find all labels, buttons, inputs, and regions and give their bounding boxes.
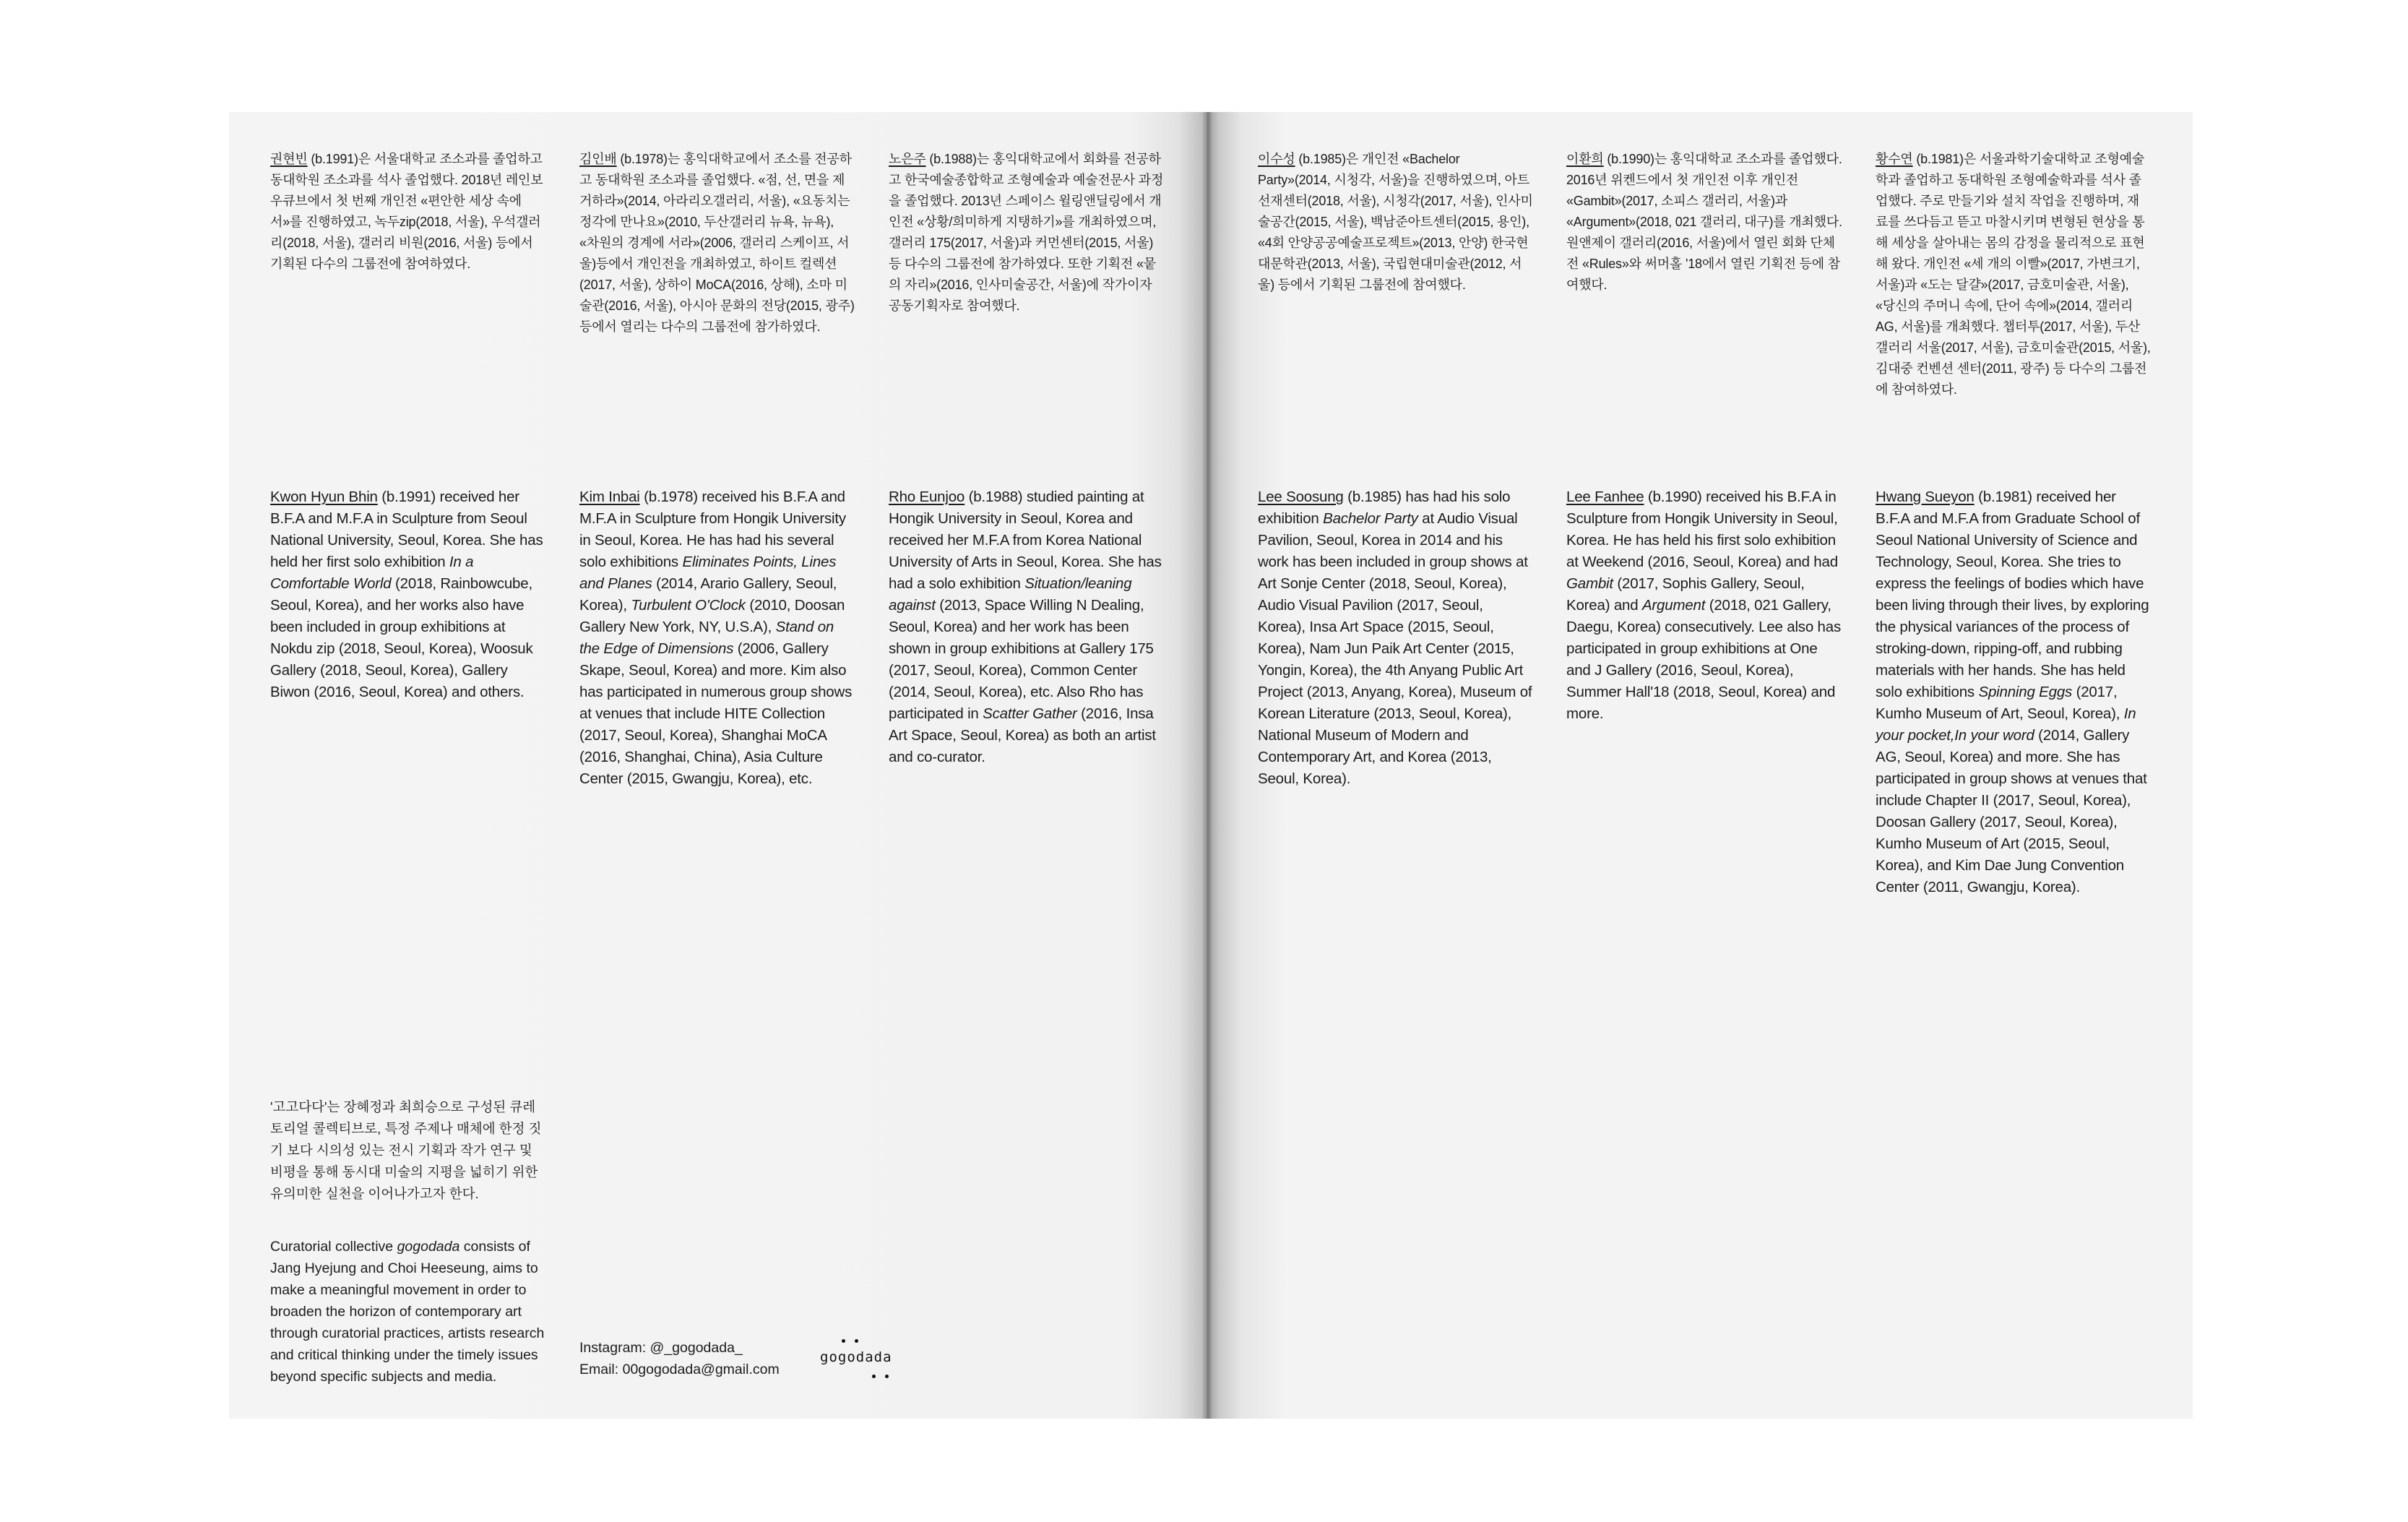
artist-name: Lee Soosung bbox=[1258, 489, 1344, 505]
italic-title: Argument bbox=[1641, 597, 1706, 614]
text-run: Curatorial collective bbox=[270, 1239, 397, 1255]
italic-title: Stand on the Edge of Dimensions bbox=[579, 619, 834, 657]
text-run: (2006, Gallery Skape, Seoul, Korea) and more. Kim also has participated in numerous group shows at venues that include HITE Collection (2017, Seoul, Korea), Shanghai MoCA (2016, Shanghai, China), Asia Culture Center (2015, Gwangju, Korea), etc. bbox=[579, 640, 853, 787]
artist-name: 노은주 bbox=[889, 152, 926, 166]
text-run: (b.1978) received his B.F.A and M.F.A in Sculpture from Hongik University in Seoul, Korea. He has had his several solo exhibitions bbox=[579, 489, 846, 570]
bio-ko-kwon bbox=[270, 149, 546, 275]
italic-title: Gambit bbox=[1566, 575, 1613, 592]
bio-ko-kim bbox=[579, 149, 855, 337]
gutter-shadow bbox=[1201, 112, 1212, 1419]
bio-text bbox=[579, 489, 852, 787]
instagram-handle[interactable]: Instagram: @_gogodada_ bbox=[579, 1340, 743, 1356]
bio-en-hwang bbox=[1876, 486, 2152, 898]
italic-title: gogodada bbox=[397, 1239, 460, 1255]
italic-title: In a Comfortable World bbox=[270, 554, 474, 592]
bio-text bbox=[270, 489, 543, 700]
bio-en-lee-fanhee bbox=[1566, 486, 1842, 725]
text-run: (2016, Insa Art Space, Seoul, Korea) as both an artist and co-curator. bbox=[889, 705, 1156, 765]
text-run: (b.1991) received her B.F.A and M.F.A in Sculpture from Seoul National University, Seoul, Korea. She has held her first solo exhibition bbox=[270, 489, 543, 570]
text-run: consists of Jang Hyejung and Choi Heeseung, aims to make a meaningful movement in order to broaden the horizon of contemporary art through curatorial practices, artists research and critical thinking under the timely issues beyond specific subjects and media. bbox=[270, 1239, 545, 1385]
about-collective-ko: '고고다다'는 장혜정과 최희승으로 구성된 큐레토리얼 콜렉티브로, 특정 주제나 매체에 한정 짓기 보다 시의성 있는 전시 기획과 작가 연구 및 비평을 통해 동시대 미술의 지평을 넓히기 위한 유의미한 실천을 이어나가고자 한다. bbox=[270, 1099, 542, 1201]
email-address[interactable]: Email: 00gogodada@gmail.com bbox=[579, 1362, 780, 1377]
italic-title: Situation/leaning against bbox=[889, 575, 1132, 614]
text-run: (b.1985) has had his solo exhibition bbox=[1258, 489, 1511, 527]
bio-en-rho bbox=[889, 486, 1165, 768]
bio-text: (b.1991)은 서울대학교 조소과를 졸업하고 동대학원 조소과를 석사 졸업했다. 2018년 레인보우큐브에서 첫 번째 개인전 «편안한 세상 속에서»를 진행하였고, 녹두zip(2018, 서울), 우석갤러리(2018, 서울), 갤러리 비원(2016, 서울) 등에서 기획된 다수의 그룹전에 참여하였다. bbox=[270, 152, 543, 271]
italic-title: Turbulent O'Clock bbox=[631, 597, 746, 614]
bio-text: (b.1985)은 개인전 «Bachelor Party»(2014, 시청각, 서울)을 진행하였으며, 아트선재센터(2018, 서울), 시청각(2017, 서울), 인사미술공간(2015, 서울), 백남준아트센터(2015, 용인), «4회 안양공공예술프로젝트»(2013, 안양) 한국현대문학관(2013, 서울), 국립현대미술관(2012, 서울) 등에서 기획된 그룹전에 참여했다. bbox=[1258, 152, 1533, 292]
text-run: (2010, Doosan Gallery New York, NY, U.S.A), bbox=[579, 597, 845, 635]
italic-title: Eliminates Points, Lines and Planes bbox=[579, 554, 837, 592]
artist-name: 이환희 bbox=[1566, 152, 1604, 166]
artist-name: Kwon Hyun Bhin bbox=[270, 489, 378, 505]
artist-name: Hwang Sueyon bbox=[1876, 489, 1975, 505]
contact-info bbox=[579, 1337, 796, 1380]
bio-ko-lee-soosung bbox=[1258, 149, 1534, 296]
bio-ko-rho bbox=[889, 149, 1165, 317]
text-run: (2017, Kumho Museum of Art, Seoul, Korea), bbox=[1876, 684, 2124, 722]
text-run: (b.1988) studied painting at Hongik University in Seoul, Korea and received her M.F.A from Korea National University of Arts in Seoul, Korea. She has had a solo exhibition bbox=[889, 489, 1162, 592]
artist-name: 권현빈 bbox=[270, 152, 308, 166]
logo-dot bbox=[872, 1375, 876, 1378]
artist-name: Rho Eunjoo bbox=[889, 489, 965, 505]
artist-name: 이수성 bbox=[1258, 152, 1295, 166]
text-run: (2018, 021 Gallery, Daegu, Korea) consecutively. Lee also has participated in group exhibitions at One and J Gallery (2016, Seoul, Korea), Summer Hall'18 (2018, Seoul, Korea) and more. bbox=[1566, 597, 1842, 722]
italic-title: Spinning Eggs bbox=[1978, 684, 2073, 700]
text-run: (b.1990) received his B.F.A in Sculpture from Hongik University in Seoul, Korea. He has held his first solo exhibition at Weekend (2016, Seoul, Korea) and had bbox=[1566, 489, 1838, 570]
bio-text bbox=[1566, 489, 1841, 722]
bio-text bbox=[1876, 489, 2149, 895]
bio-en-kwon bbox=[270, 486, 546, 703]
logo-wordmark: gogodada bbox=[820, 1349, 892, 1365]
bio-ko-lee-fanhee bbox=[1566, 149, 1842, 296]
logo-dot bbox=[842, 1339, 845, 1343]
text-run: (2014, Arario Gallery, Seoul, Korea), bbox=[579, 575, 837, 614]
text-run: (2013, Space Willing N Dealing, Seoul, Korea) and her work has been shown in group exhibitions at Gallery 175 (2017, Seoul, Korea), Common Center (2014, Seoul, Korea), etc. Also Rho has participated in bbox=[889, 597, 1154, 722]
logo-dot bbox=[855, 1339, 858, 1343]
left-page bbox=[229, 112, 1207, 1419]
text-run: (2018, Rainbowcube, Seoul, Korea), and her works also have been included in group exhibitions at Nokdu zip (2018, Seoul, Korea), Woosuk Gallery (2018, Seoul, Korea), Gallery Biwon (2016, Seoul, Korea) and others. bbox=[270, 575, 533, 700]
artist-name: 김인배 bbox=[579, 152, 617, 166]
italic-title: In your pocket,In your word bbox=[1876, 705, 2136, 744]
bio-text: (b.1990)는 홍익대학교 조소과를 졸업했다. 2016년 위켄드에서 첫 개인전 이후 개인전 «Gambit»(2017, 소피스 갤러리, 서울)과 «Argument»(2018, 021 갤러리, 대구)를 개최했다. 원앤제이 갤러리(2016, 서울)에서 열린 회화 단체전 «Rules»와 써머홀 '18에서 열린 기획전 등에 참여했다. bbox=[1566, 152, 1842, 292]
bio-text: (b.1981)은 서울과학기술대학교 조형예술학과 졸업하고 동대학원 조형예술학과를 석사 졸업했다. 주로 만들기와 설치 작업을 진행하며, 재료를 쓰다듬고 뜯고 마찰시키며 변형된 현상을 통해 세상을 살아내는 몸의 감정을 물리적으로 표현해 왔다. 개인전 «세 개의 이빨»(2017, 가변크기, 서울)과 «도는 달걀»(2017, 금호미술관, 서울), «당신의 주머니 속에, 단어 속에»(2014, 갤러리 AG, 서울)를 개최했다. 챕터투(2017, 서울), 두산 갤러리 서울(2017, 서울), 금호미술관(2015, 서울), 김대중 컨벤션 센터(2011, 광주) 등 다수의 그룹전에 참여하였다. bbox=[1876, 152, 2151, 397]
italic-title: Scatter Gather bbox=[983, 705, 1077, 722]
logo-dot bbox=[885, 1375, 889, 1378]
bio-text bbox=[889, 489, 1162, 765]
text-run: (b.1981) received her B.F.A and M.F.A from Graduate School of Seoul National University of Science and Technology, Seoul, Korea. She tries to express the feelings of bodies which have been living through their lives, by exploring the physical variances of the process of stroking-down, ripping-off, and rubbing materials with her hands. She has held solo exhibitions bbox=[1876, 489, 2149, 700]
gogodada-logo bbox=[820, 1333, 899, 1384]
italic-title: Bachelor Party bbox=[1323, 510, 1418, 527]
right-page bbox=[1207, 112, 2193, 1419]
bio-text bbox=[1258, 489, 1532, 787]
text-run: at Audio Visual Pavilion, Seoul, Korea in 2014 and his work has been included in group shows at Art Sonje Center (2018, Seoul, Korea), Audio Visual Pavilion (2017, Seoul, Korea), Insa Art Space (2015, Seoul, Korea), Nam Jun Paik Art Center (2015, Yongin, Korea), the 4th Anyang Public Art Project (2013, Anyang, Korea), Museum of Korean Literature (2013, Seoul, Korea), National Museum of Modern and Contemporary Art, and Korea (2013, Seoul, Korea). bbox=[1258, 510, 1532, 787]
artist-name: Lee Fanhee bbox=[1566, 489, 1644, 505]
bio-text: (b.1978)는 홍익대학교에서 조소를 전공하고 동대학원 조소과를 졸업했다. «점, 선, 면을 제거하라»(2014, 아라리오갤러리, 서울), «요동치는 정각에 만나요»(2010, 두산갤러리 뉴욕, 뉴욕), «차원의 경계에 서라»(2006, 갤러리 스케이프, 서울)등에서 개인전을 개최하였고, 하이트 컬렉션(2017, 서울), 상하이 MoCA(2016, 상해), 소마 미술관(2016, 서울), 아시아 문화의 전당(2015, 광주)등에서 열리는 다수의 그룹전에 참가하였다. bbox=[579, 152, 855, 334]
bio-en-kim bbox=[579, 486, 855, 790]
artist-name: Kim Inbai bbox=[579, 489, 640, 505]
about-collective-en bbox=[270, 1236, 546, 1388]
bio-ko-hwang bbox=[1876, 149, 2152, 400]
book-spread bbox=[229, 112, 2193, 1419]
bio-en-lee-soosung bbox=[1258, 486, 1534, 790]
text-run: (2014, Gallery AG, Seoul, Korea) and more. She has participated in group shows at venues that include Chapter II (2017, Seoul, Korea), Doosan Gallery (2017, Seoul, Korea), Kumho Museum of Art (2015, Seoul, Korea), and Kim Dae Jung Convention Center (2011, Gwangju, Korea). bbox=[1876, 727, 2147, 895]
artist-name: 황수연 bbox=[1876, 152, 1913, 166]
text-run: (2017, Sophis Gallery, Seoul, Korea) and bbox=[1566, 575, 1805, 614]
bio-text: (b.1988)는 홍익대학교에서 회화를 전공하고 한국예술종합학교 조형예술과 예술전문사 과정을 졸업했다. 2013년 스페이스 윌링앤딜링에서 개인전 «상황/희미하게 지탱하기»를 개최하였으며, 갤러리 175(2017, 서울)과 커먼센터(2015, 서울) 등 다수의 그룹전에 참가하였다. 또한 기획전 «뭍의 자리»(2016, 인사미술공간, 서울)에 작가이자 공동기획자로 참여했다. bbox=[889, 152, 1164, 313]
